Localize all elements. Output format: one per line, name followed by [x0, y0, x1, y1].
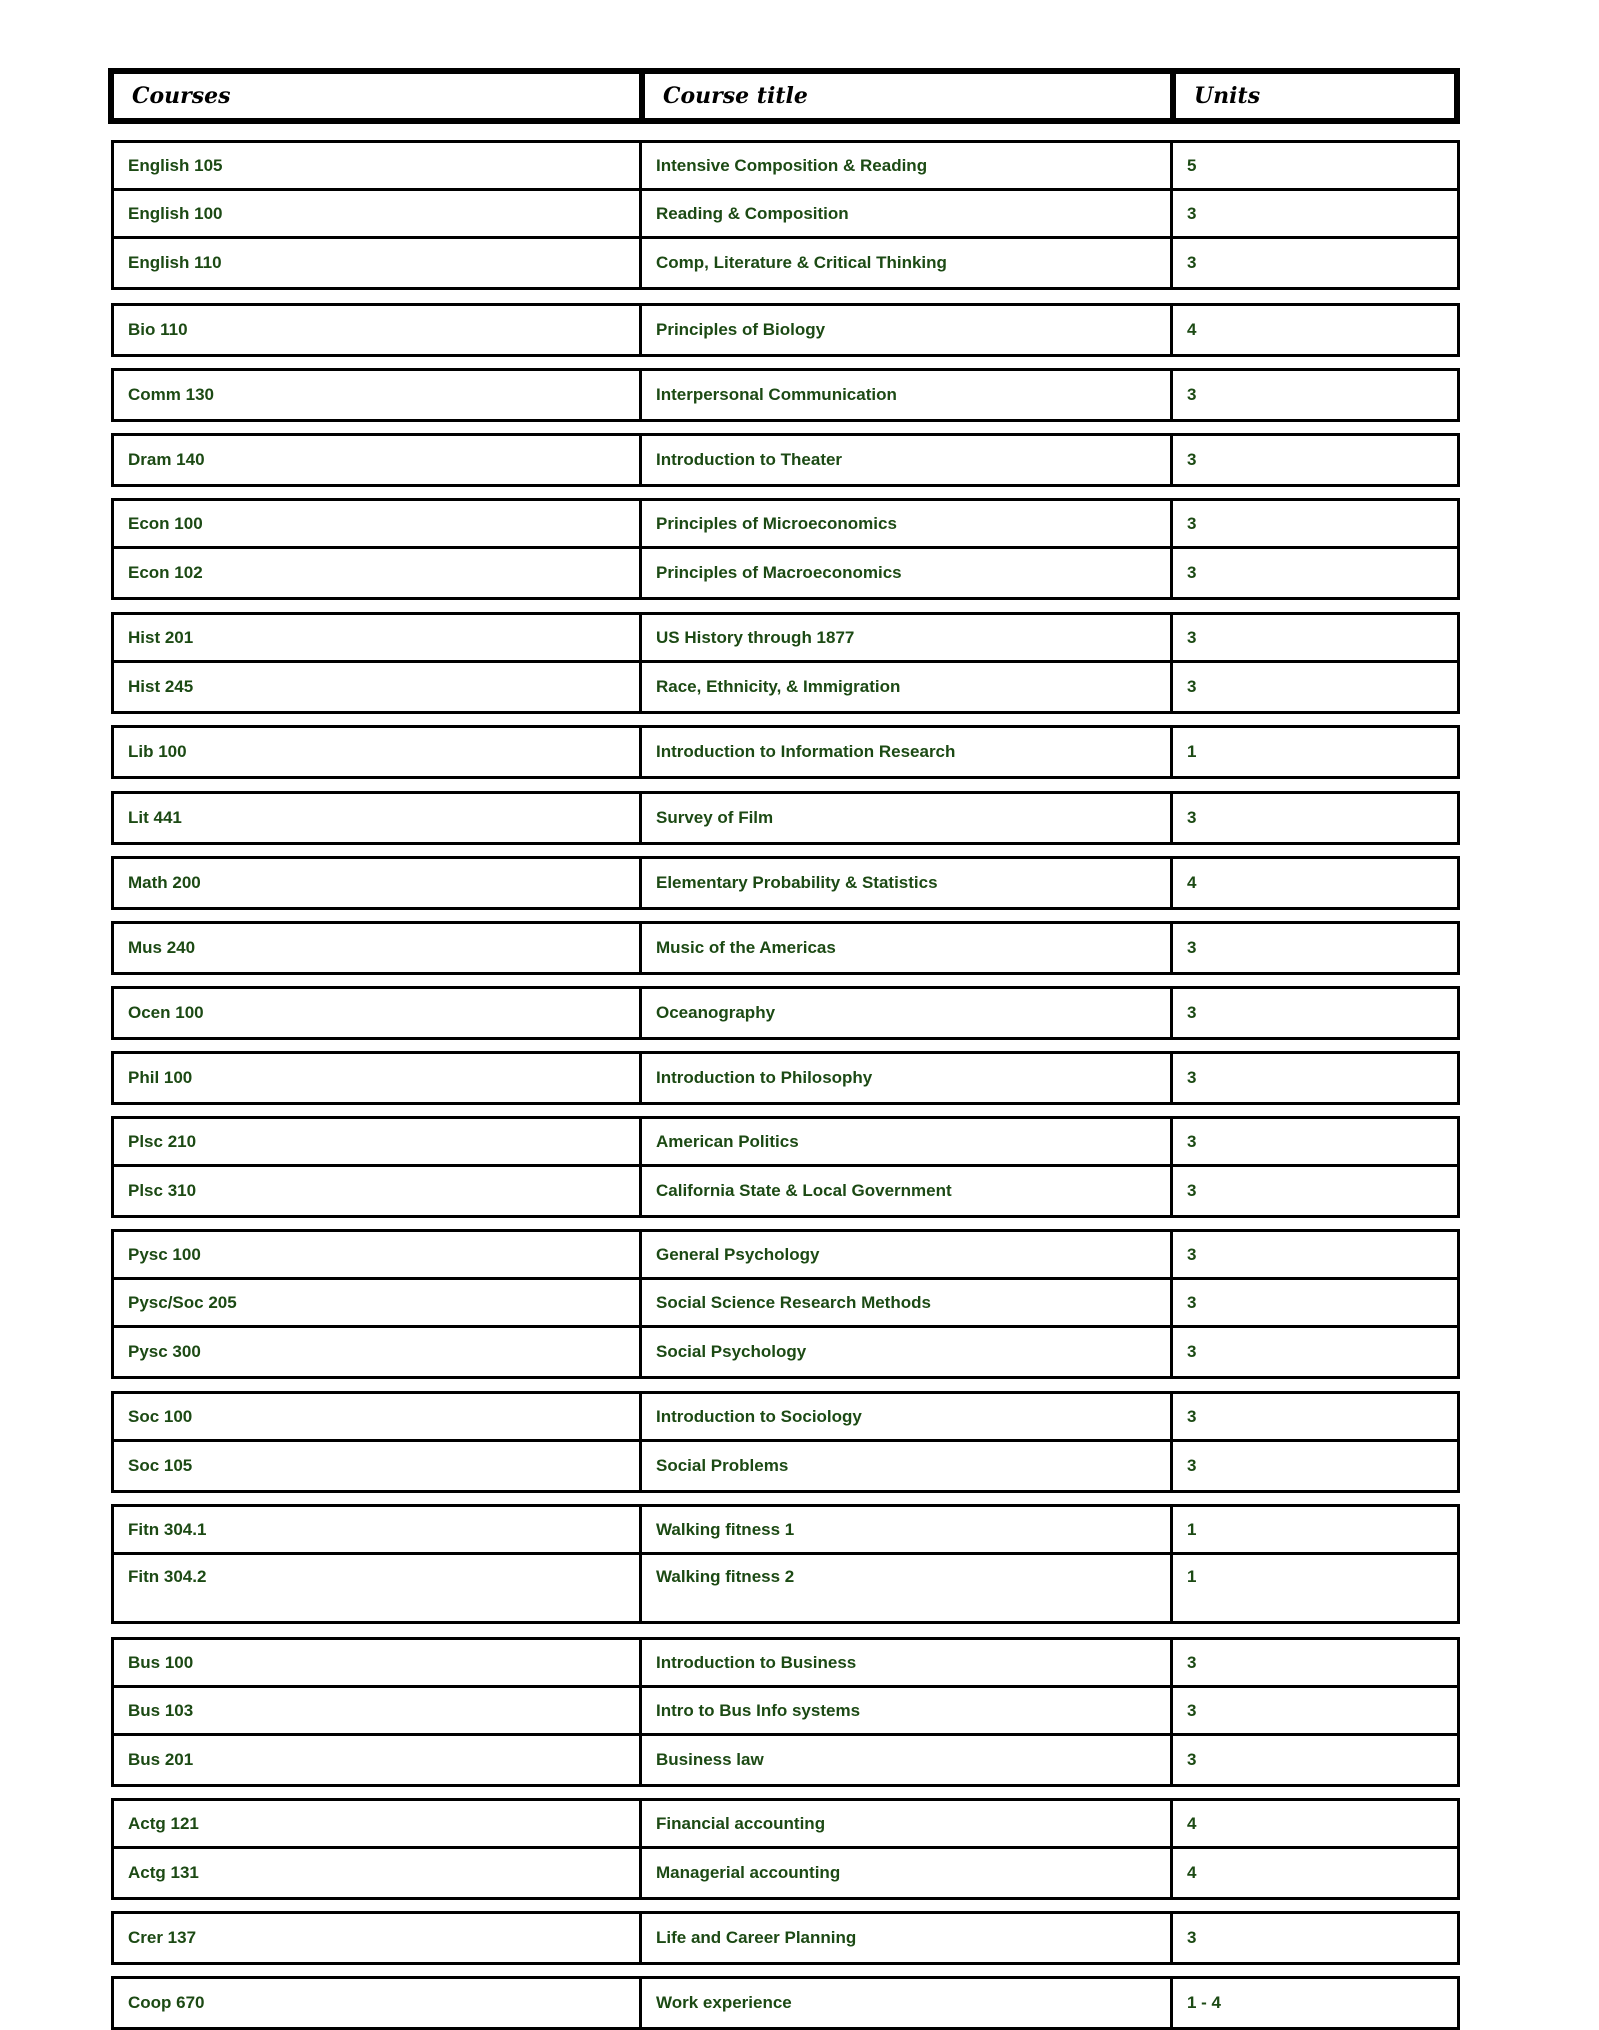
table-row [114, 728, 1457, 776]
course-group [111, 303, 1460, 357]
units-cell: 3 [1187, 1700, 1197, 1720]
course-cell: Comm 130 [114, 371, 642, 419]
table-row [114, 1555, 1457, 1621]
table-row [114, 1801, 1457, 1849]
course-title-cell: Financial accounting [642, 1801, 1173, 1846]
table-row [114, 989, 1457, 1037]
units-cell: 3 [1187, 450, 1197, 469]
course-title-cell: Managerial accounting [642, 1849, 1173, 1897]
course-cell: Dram 140 [114, 436, 642, 484]
units-cell: 3 [1187, 938, 1197, 957]
table-row [114, 1394, 1457, 1442]
table-row [114, 501, 1457, 549]
course-group [111, 1229, 1460, 1379]
course-title-cell: Race, Ethnicity, & Immigration [642, 663, 1173, 711]
course-cell: Actg 121 [114, 1801, 642, 1846]
units-cell: 3 [1187, 1244, 1197, 1264]
course-cell: English 100 [114, 191, 642, 236]
units-cell: 3 [1187, 677, 1197, 696]
course-title-cell: Business law [642, 1736, 1173, 1784]
units-cell: 5 [1187, 155, 1197, 175]
header-courses: Courses [114, 74, 645, 118]
course-group [111, 140, 1460, 290]
course-group [111, 986, 1460, 1040]
units-cell: 1 [1187, 742, 1197, 761]
course-group [111, 498, 1460, 600]
course-title-cell: Survey of Film [642, 794, 1173, 842]
course-cell: Soc 105 [114, 1442, 642, 1490]
units-cell: 3 [1187, 1292, 1197, 1312]
table-row [114, 306, 1457, 354]
course-cell: Pysc 100 [114, 1232, 642, 1277]
course-group [111, 1051, 1460, 1105]
course-cell: Hist 245 [114, 663, 642, 711]
course-cell: Lit 441 [114, 794, 642, 842]
course-group [111, 1504, 1460, 1624]
units-cell: 3 [1187, 385, 1197, 404]
course-group [111, 921, 1460, 975]
table-row [114, 1849, 1457, 1897]
course-cell: Pysc 300 [114, 1328, 642, 1376]
table-row [114, 1232, 1457, 1280]
course-title-cell: Work experience [642, 1979, 1173, 2027]
table-row [114, 1167, 1457, 1215]
units-cell: 3 [1187, 1652, 1197, 1672]
course-cell: Bus 201 [114, 1736, 642, 1784]
course-cell: Crer 137 [114, 1914, 642, 1962]
units-cell: 4 [1187, 1863, 1197, 1882]
course-cell: Econ 100 [114, 501, 642, 546]
table-row [114, 549, 1457, 597]
course-title-cell: California State & Local Government [642, 1167, 1173, 1215]
units-cell: 3 [1187, 808, 1197, 827]
course-cell: Bus 103 [114, 1688, 642, 1733]
table-row [114, 1328, 1457, 1376]
table-row [114, 663, 1457, 711]
course-title-cell: Interpersonal Communication [642, 371, 1173, 419]
table-row [114, 1736, 1457, 1784]
course-cell: Math 200 [114, 859, 642, 907]
units-cell: 3 [1187, 1342, 1197, 1361]
course-cell: Econ 102 [114, 549, 642, 597]
course-group [111, 791, 1460, 845]
units-cell: 3 [1187, 1750, 1197, 1769]
units-cell: 4 [1187, 320, 1197, 339]
course-cell: Hist 201 [114, 615, 642, 660]
course-title-cell: Introduction to Information Research [642, 728, 1173, 776]
course-title-cell: Walking fitness 2 [642, 1555, 1173, 1621]
course-cell: English 105 [114, 143, 642, 188]
course-group [111, 1798, 1460, 1900]
course-title-cell: Social Science Research Methods [642, 1280, 1173, 1325]
course-title-cell: American Politics [642, 1119, 1173, 1164]
units-cell: 3 [1187, 1456, 1197, 1475]
table-row [114, 436, 1457, 484]
course-cell: Plsc 210 [114, 1119, 642, 1164]
table-row [114, 1054, 1457, 1102]
course-cell: Actg 131 [114, 1849, 642, 1897]
course-group [111, 1637, 1460, 1787]
course-title-cell: Introduction to Sociology [642, 1394, 1173, 1439]
course-group [111, 433, 1460, 487]
units-cell: 4 [1187, 1813, 1197, 1833]
course-title-cell: US History through 1877 [642, 615, 1173, 660]
units-cell: 3 [1187, 253, 1197, 272]
table-row [114, 1280, 1457, 1328]
units-cell: 4 [1187, 873, 1197, 892]
units-cell: 1 [1187, 1519, 1197, 1539]
table-row [114, 371, 1457, 419]
units-cell: 3 [1187, 1406, 1197, 1426]
course-title-cell: Introduction to Business [642, 1640, 1173, 1685]
course-group [111, 1391, 1460, 1493]
course-cell: Bio 110 [114, 306, 642, 354]
units-cell: 3 [1187, 1181, 1197, 1200]
course-cell: Fitn 304.2 [114, 1555, 642, 1621]
course-title-cell: Intro to Bus Info systems [642, 1688, 1173, 1733]
table-row [114, 1914, 1457, 1962]
course-title-cell: Social Problems [642, 1442, 1173, 1490]
table-row [114, 859, 1457, 907]
table-row [114, 924, 1457, 972]
course-cell: English 110 [114, 239, 642, 287]
course-cell: Plsc 310 [114, 1167, 642, 1215]
course-group [111, 612, 1460, 714]
units-cell: 1 [1187, 1567, 1197, 1586]
course-group [111, 856, 1460, 910]
course-title-cell: Introduction to Theater [642, 436, 1173, 484]
table-row [114, 1507, 1457, 1555]
table-row [114, 239, 1457, 287]
table-row [114, 191, 1457, 239]
table-row [114, 1979, 1457, 2027]
course-cell: Soc 100 [114, 1394, 642, 1439]
units-cell: 3 [1187, 1068, 1197, 1087]
course-title-cell: Walking fitness 1 [642, 1507, 1173, 1552]
course-title-cell: Elementary Probability & Statistics [642, 859, 1173, 907]
course-title-cell: Principles of Biology [642, 306, 1173, 354]
course-cell: Mus 240 [114, 924, 642, 972]
course-group [111, 1976, 1460, 2030]
units-cell: 3 [1187, 1003, 1197, 1022]
course-group [111, 1116, 1460, 1218]
table-row [114, 1688, 1457, 1736]
course-cell: Ocen 100 [114, 989, 642, 1037]
units-cell: 3 [1187, 563, 1197, 582]
course-cell: Bus 100 [114, 1640, 642, 1685]
course-title-cell: Principles of Microeconomics [642, 501, 1173, 546]
course-title-cell: Introduction to Philosophy [642, 1054, 1173, 1102]
course-title-cell: Comp, Literature & Critical Thinking [642, 239, 1173, 287]
course-group [111, 368, 1460, 422]
table-row [114, 143, 1457, 191]
course-cell: Fitn 304.1 [114, 1507, 642, 1552]
course-title-cell: Social Psychology [642, 1328, 1173, 1376]
course-title-cell: Reading & Composition [642, 191, 1173, 236]
header-course-title: Course title [645, 74, 1176, 118]
course-title-cell: Oceanography [642, 989, 1173, 1037]
course-document [108, 68, 1460, 2030]
course-cell: Phil 100 [114, 1054, 642, 1102]
course-title-cell: General Psychology [642, 1232, 1173, 1277]
table-row [114, 1442, 1457, 1490]
units-cell: 3 [1187, 1131, 1197, 1151]
units-cell: 3 [1187, 1928, 1197, 1947]
course-title-cell: Music of the Americas [642, 924, 1173, 972]
units-cell: 3 [1187, 203, 1197, 223]
table-row [114, 1640, 1457, 1688]
course-cell: Lib 100 [114, 728, 642, 776]
course-title-cell: Principles of Macroeconomics [642, 549, 1173, 597]
table-row [114, 794, 1457, 842]
table-header [108, 68, 1460, 124]
table-row [114, 1119, 1457, 1167]
course-cell: Coop 670 [114, 1979, 642, 2027]
units-cell: 3 [1187, 513, 1197, 533]
units-cell: 1 - 4 [1187, 1993, 1222, 2012]
course-groups [108, 140, 1460, 2030]
course-title-cell: Intensive Composition & Reading [642, 143, 1173, 188]
units-cell: 3 [1187, 627, 1197, 647]
course-title-cell: Life and Career Planning [642, 1914, 1173, 1962]
course-group [111, 725, 1460, 779]
table-row [114, 615, 1457, 663]
course-group [111, 1911, 1460, 1965]
course-cell: Pysc/Soc 205 [114, 1280, 642, 1325]
header-units: Units [1194, 83, 1261, 109]
